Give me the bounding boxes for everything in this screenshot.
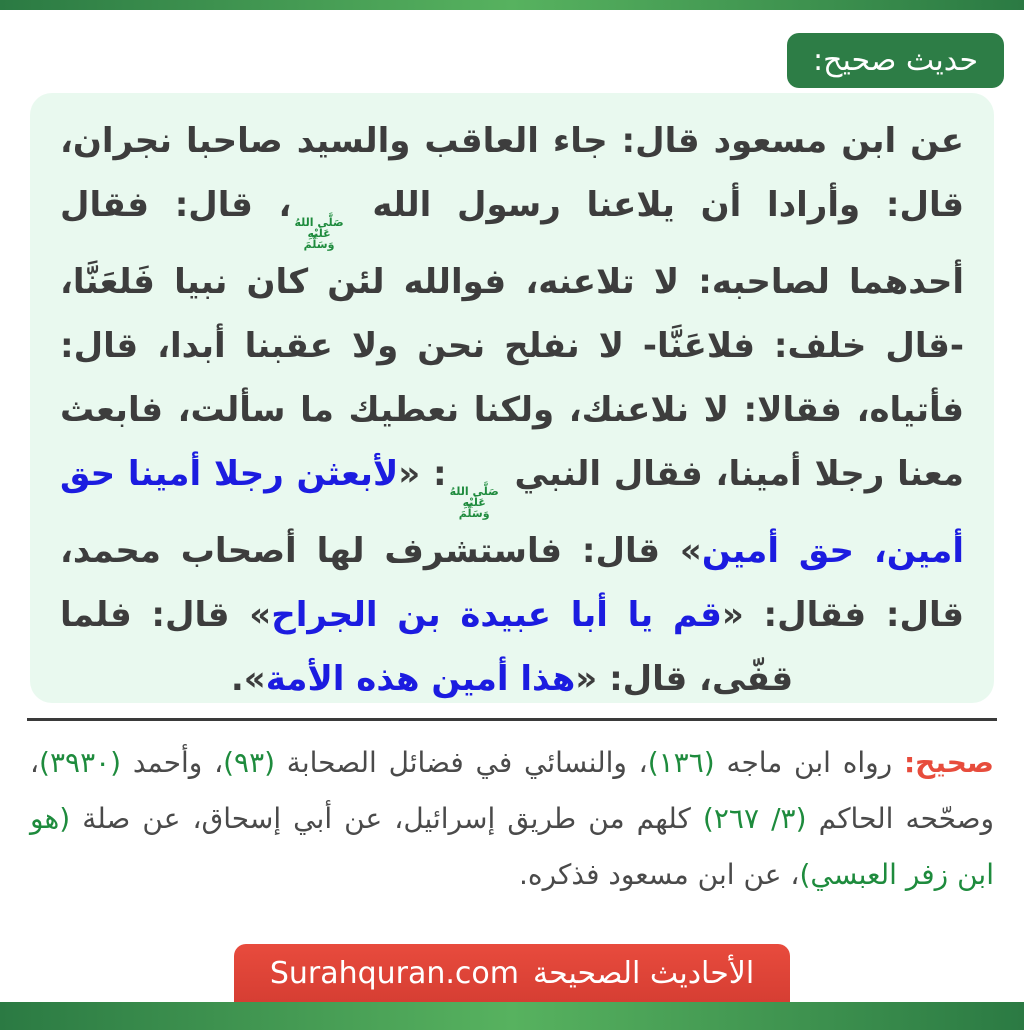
text-segment: قم يا أبا عبيدة بن الجراح bbox=[271, 595, 722, 635]
text-segment: (٩٣) bbox=[223, 746, 276, 779]
text-segment: (٣٩٣٠) bbox=[39, 746, 122, 779]
top-border-bar bbox=[0, 0, 1024, 10]
hadith-grade-badge: حديث صحيح: bbox=[787, 33, 1004, 88]
text-segment: هذا أمين هذه الأمة bbox=[265, 659, 576, 699]
site-banner[interactable] bbox=[234, 944, 790, 1002]
saw-ligature: صَلَّى اللهُ عَلَيْهِ وَسَلَّمَ bbox=[294, 216, 344, 251]
text-segment: كلهم من طريق إسرائيل، عن أبي إسحاق، عن صلة bbox=[70, 802, 703, 835]
text-segment: رواه ابن ماجه bbox=[714, 746, 904, 779]
text-segment: ، وصحّحه الحاكم bbox=[30, 746, 995, 835]
text-segment: ، قال: فقال أحدهما لصاحبه: لا تلاعنه، فوالله لئن كان نبيا فَلعَنَّا، -قال خلف: فلاعَنَّا- لا نفلح نحن ولا عقبنا أبدا، قال: فأتياه، فقالا: لا نلاعنك، ولكنا نعطيك ما سألت، فابعث معنا رجلا أمينا، فقال النبي bbox=[60, 185, 964, 494]
text-segment: ، عن ابن مسعود فذكره. bbox=[519, 858, 800, 891]
text-segment: لأبعثن رجلا أمينا حق أمين، حق أمين bbox=[60, 454, 964, 571]
bottom-border-bar bbox=[0, 1002, 1024, 1030]
site-domain: Surahquran.com bbox=[269, 955, 519, 991]
hadith-text-box bbox=[30, 93, 994, 703]
takhrij-text bbox=[30, 735, 994, 903]
divider-line bbox=[27, 718, 997, 721]
text-segment: (١٣٦) bbox=[647, 746, 715, 779]
text-segment: » قال: فاستشرف لها أصحاب محمد، قال: فقال: « bbox=[60, 531, 965, 635]
text-segment: ». bbox=[230, 659, 266, 699]
text-segment: (٣/ ٢٦٧) bbox=[702, 802, 807, 835]
text-segment: ، وأحمد bbox=[121, 746, 224, 779]
text-segment: » قال: فلما قفّى، قال: « bbox=[60, 595, 794, 699]
text-segment: (هو ابن زفر العبسي) bbox=[30, 802, 994, 891]
hadith-text bbox=[60, 109, 964, 711]
text-segment: صحيح: bbox=[903, 746, 994, 779]
text-segment: : « bbox=[398, 454, 447, 494]
saw-ligature: صَلَّى اللهُ عَلَيْهِ وَسَلَّمَ bbox=[449, 485, 499, 520]
text-segment: عن ابن مسعود قال: جاء العاقب والسيد صاحبا نجران، قال: وأرادا أن يلاعنا رسول الله bbox=[60, 121, 964, 225]
site-name-arabic: الأحاديث الصحيحة bbox=[533, 955, 755, 991]
text-segment: ، والنسائي في فضائل الصحابة bbox=[275, 746, 648, 779]
